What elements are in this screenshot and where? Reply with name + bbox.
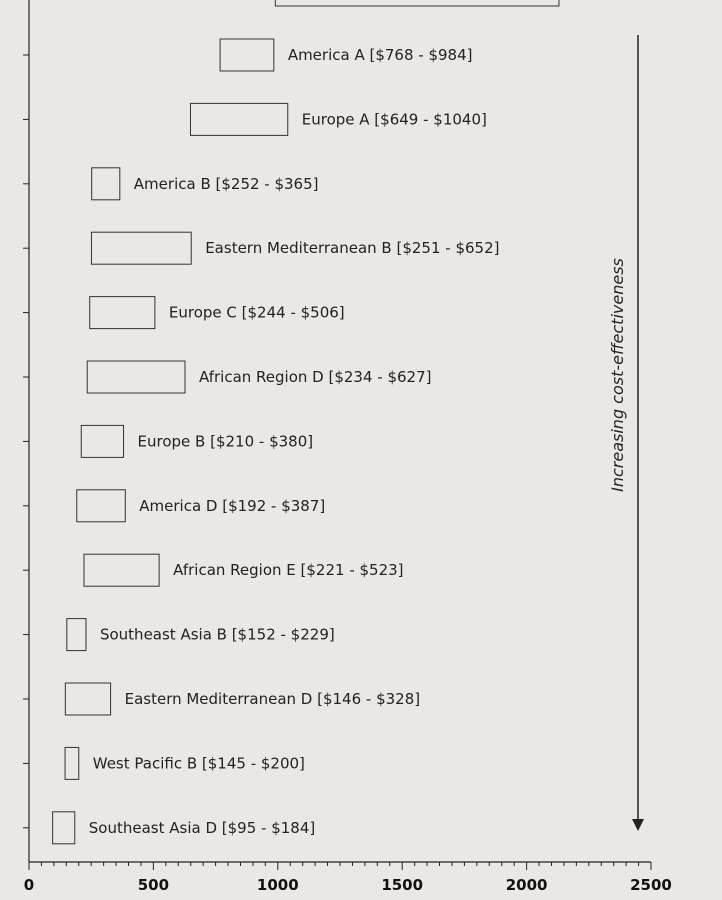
range-label: African Region D [$234 - $627] <box>198 368 432 386</box>
range-label: African Region E [$221 - $523] <box>173 561 404 580</box>
range-label: America A [$768 - $984] <box>287 46 473 64</box>
range-bar <box>67 619 86 651</box>
range-bar <box>84 554 159 586</box>
range-label: Eastern Mediterranean D [$146 - $328] <box>124 690 421 708</box>
range-bar <box>190 103 287 135</box>
range-label: Europe A [$649 - $1040] <box>301 110 487 129</box>
annotation-text: Increasing cost-effectiveness <box>608 258 627 492</box>
range-bars <box>53 0 559 844</box>
arrow-down-icon <box>632 819 644 831</box>
range-bar <box>92 168 120 200</box>
range-bar <box>220 39 274 71</box>
x-tick-label: 2500 <box>630 876 672 894</box>
x-tick-label: 500 <box>137 876 170 894</box>
range-bar <box>77 490 126 522</box>
x-axis <box>24 862 672 894</box>
x-tick-label: 0 <box>23 876 35 894</box>
range-bar <box>90 297 155 329</box>
range-bar <box>65 683 110 715</box>
range-label: Europe C [$244 - $506] <box>168 303 345 322</box>
x-tick-label: 2000 <box>505 876 548 894</box>
y-axis <box>23 0 29 862</box>
range-label: Southeast Asia D [$95 - $184] <box>88 818 316 837</box>
range-label: West Pacific B [$145 - $200] <box>92 754 305 773</box>
range-label: Europe B [$210 - $380] <box>137 432 314 451</box>
x-tick-label: 1000 <box>256 876 299 894</box>
range-label: America D [$192 - $387] <box>139 496 326 515</box>
cost-effectiveness-annotation <box>608 35 644 831</box>
range-bar <box>53 812 75 844</box>
range-bar-partial <box>275 0 559 6</box>
range-bar <box>91 232 191 264</box>
range-bar <box>87 361 185 393</box>
range-label: Southeast Asia B [$152 - $229] <box>99 625 335 644</box>
range-bar <box>65 747 79 779</box>
range-label: Eastern Mediterranean B [$251 - $652] <box>205 239 500 258</box>
range-bar <box>81 425 123 457</box>
range-label: America B [$252 - $365] <box>133 174 319 193</box>
x-tick-label: 1500 <box>381 876 424 894</box>
